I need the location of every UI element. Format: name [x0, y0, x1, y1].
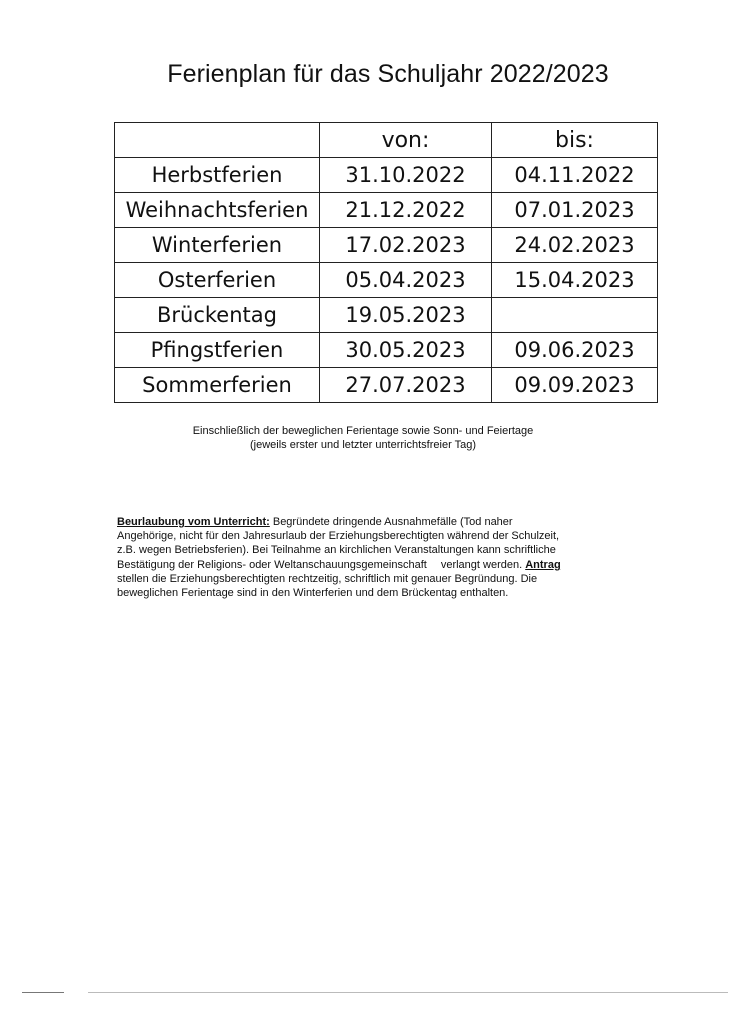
row-name: Pfingstferien	[115, 333, 320, 368]
page-title: Ferienplan für das Schuljahr 2022/2023	[167, 60, 609, 88]
row-bis: 04.11.2022	[492, 158, 658, 193]
table-row	[115, 298, 658, 333]
paragraph-line-6: beweglichen Ferientage sind in den Winterferien und dem Brückentag enthalten.	[117, 587, 509, 600]
paragraph-line-1	[117, 515, 662, 529]
footnote-line-2: (jeweils erster und letzter unterrichtsfreier Tag)	[250, 439, 476, 451]
paragraph-heading: Beurlaubung vom Unterricht:	[117, 516, 270, 528]
holiday-table	[114, 122, 658, 403]
table-row	[115, 158, 658, 193]
table-row	[115, 193, 658, 228]
row-bis: 09.06.2023	[492, 333, 658, 368]
row-von: 27.07.2023	[320, 368, 492, 403]
row-von: 21.12.2022	[320, 193, 492, 228]
leave-of-absence-paragraph	[117, 515, 662, 600]
footnote	[150, 424, 576, 452]
row-von: 30.05.2023	[320, 333, 492, 368]
row-bis: 24.02.2023	[492, 228, 658, 263]
row-von: 31.10.2022	[320, 158, 492, 193]
table-header-row	[115, 123, 658, 158]
table-row	[115, 333, 658, 368]
scan-artifact-line	[22, 992, 64, 993]
header-von: von:	[320, 123, 492, 158]
scan-artifact-line	[88, 992, 728, 993]
paragraph-line-4b: verlangt werden.	[440, 558, 526, 571]
paragraph-line-1-text: Begründete dringende Ausnahmefälle (Tod naher	[269, 516, 513, 528]
row-name: Weihnachtsferien	[115, 193, 320, 228]
table-row	[115, 263, 658, 298]
row-bis: 09.09.2023	[492, 368, 658, 403]
header-empty	[115, 123, 320, 158]
row-bis: 15.04.2023	[492, 263, 658, 298]
row-von: 17.02.2023	[320, 228, 492, 263]
footnote-line-1: Einschließlich der beweglichen Ferientage sowie Sonn- und Feiertage	[192, 425, 534, 437]
row-bis: 07.01.2023	[492, 193, 658, 228]
row-name: Osterferien	[115, 263, 320, 298]
antrag-emphasis: Antrag	[525, 558, 561, 571]
paragraph-line-5: stellen die Erziehungsberechtigten rechtzeitig, schriftlich mit genauer Begründung. Die	[117, 572, 538, 585]
paragraph-line-2: Angehörige, nicht für den Jahresurlaub der Erziehungsberechtigten während der Schulzeit,	[117, 530, 560, 543]
paragraph-line-4	[117, 558, 662, 572]
paragraph-line-3: z.B. wegen Betriebsferien). Bei Teilnahme an kirchlichen Veranstaltungen kann schriftliche	[117, 544, 556, 557]
table-row	[115, 368, 658, 403]
row-name: Herbstferien	[115, 158, 320, 193]
table-row	[115, 228, 658, 263]
row-name: Sommerferien	[115, 368, 320, 403]
row-name: Winterferien	[115, 228, 320, 263]
row-bis	[492, 298, 658, 333]
header-bis: bis:	[492, 123, 658, 158]
row-von: 05.04.2023	[320, 263, 492, 298]
row-von: 19.05.2023	[320, 298, 492, 333]
row-name: Brückentag	[115, 298, 320, 333]
paragraph-line-4a: Bestätigung der Religions- oder Weltanschauungsgemeinschaft	[117, 558, 427, 571]
